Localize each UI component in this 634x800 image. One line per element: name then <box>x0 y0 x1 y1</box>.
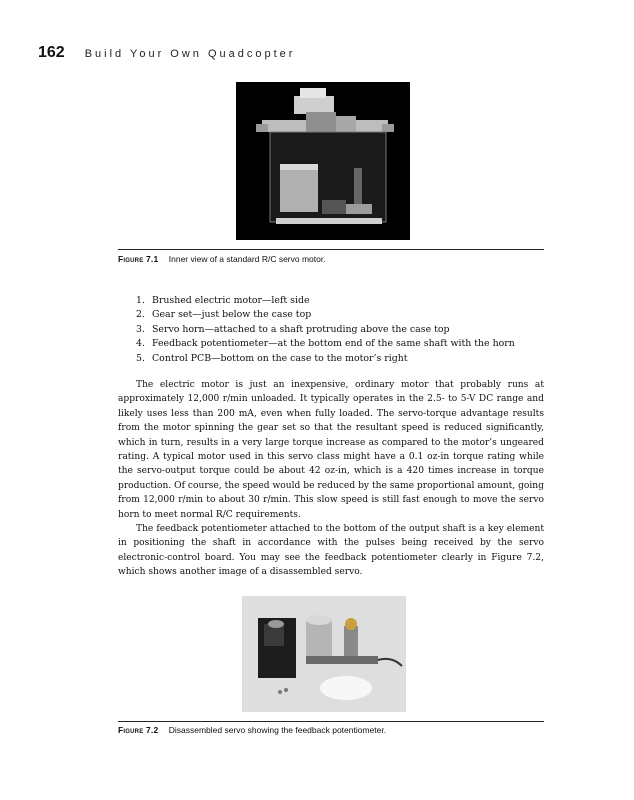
list-item-number: 2. <box>136 309 145 321</box>
figure-2-rule <box>118 721 544 722</box>
list-item-number: 1. <box>136 295 145 306</box>
figure-1-caption-text: Inner view of a standard R/C servo motor. <box>168 254 326 264</box>
paragraph: The feedback potentiometer attached to the bottom of the output shaft is a key element in positioning the shaft in accordance with the pulses being received by the servo electronic-control board. You may see the feedback potentiometer clearly in Figure 7.2, which shows another image of a disassembled servo. <box>118 524 544 578</box>
list-item <box>136 337 515 351</box>
figure-1-caption <box>118 254 326 264</box>
list-item-text: Gear set—just below the case top <box>152 309 312 321</box>
body-text <box>118 378 544 580</box>
figure-1-rule <box>118 249 544 250</box>
figure-1-label: Figure 7.1 <box>118 254 159 264</box>
list-item <box>136 323 515 337</box>
list-item-text: Brushed electric motor—left side <box>152 295 310 306</box>
list-item <box>136 308 515 322</box>
paragraph: The electric motor is just an inexpensive, ordinary motor that probably runs at approximately 12,000 r/min unloaded. It typically operates in the 2.5- to 5-V DC range and likely uses less than 200 mA, even when fully loaded. The servo-torque advantage results from the motor spinning the gear set so that the resultant speed is reduced significantly, which in turn, results in a very large torque increase as compared to the motor’s ungeared rating. A typical motor used in this servo class might have a 0.1 oz-in torque rating while the servo-output torque could be about 42 oz-in, which is a 420 times increase in torque production. Of course, the speed would be reduced by the same proportional amount, going from 12,000 r/min to about 30 r/min. This slow speed is still fast enough to move the servo horn to meet normal R/C requirements. <box>118 380 544 520</box>
servo-components-list <box>136 294 515 366</box>
disassembled-servo-illustration <box>242 596 406 712</box>
running-header <box>38 44 295 62</box>
list-item <box>136 352 515 366</box>
page-number: 162 <box>38 44 65 61</box>
figure-2-label: Figure 7.2 <box>118 725 159 735</box>
servo-inner-view-photo <box>236 82 410 240</box>
disassembled-servo-photo <box>242 596 406 712</box>
figure-2-caption-text: Disassembled servo showing the feedback potentiometer. <box>168 725 387 735</box>
list-item-text: Feedback potentiometer—at the bottom end of the same shaft with the horn <box>152 338 515 350</box>
list-item <box>136 294 515 308</box>
list-item-number: 4. <box>136 338 145 350</box>
list-item-text: Servo horn—attached to a shaft protruding above the case top <box>152 323 450 335</box>
list-item-text: Control PCB—bottom on the case to the motor’s right <box>152 352 408 364</box>
figure-2-caption <box>118 725 386 735</box>
list-item-number: 5. <box>136 352 145 364</box>
servo-inner-view-illustration <box>236 82 410 240</box>
list-item-number: 3. <box>136 323 145 335</box>
book-title: Build Your Own Quadcopter <box>84 48 296 60</box>
